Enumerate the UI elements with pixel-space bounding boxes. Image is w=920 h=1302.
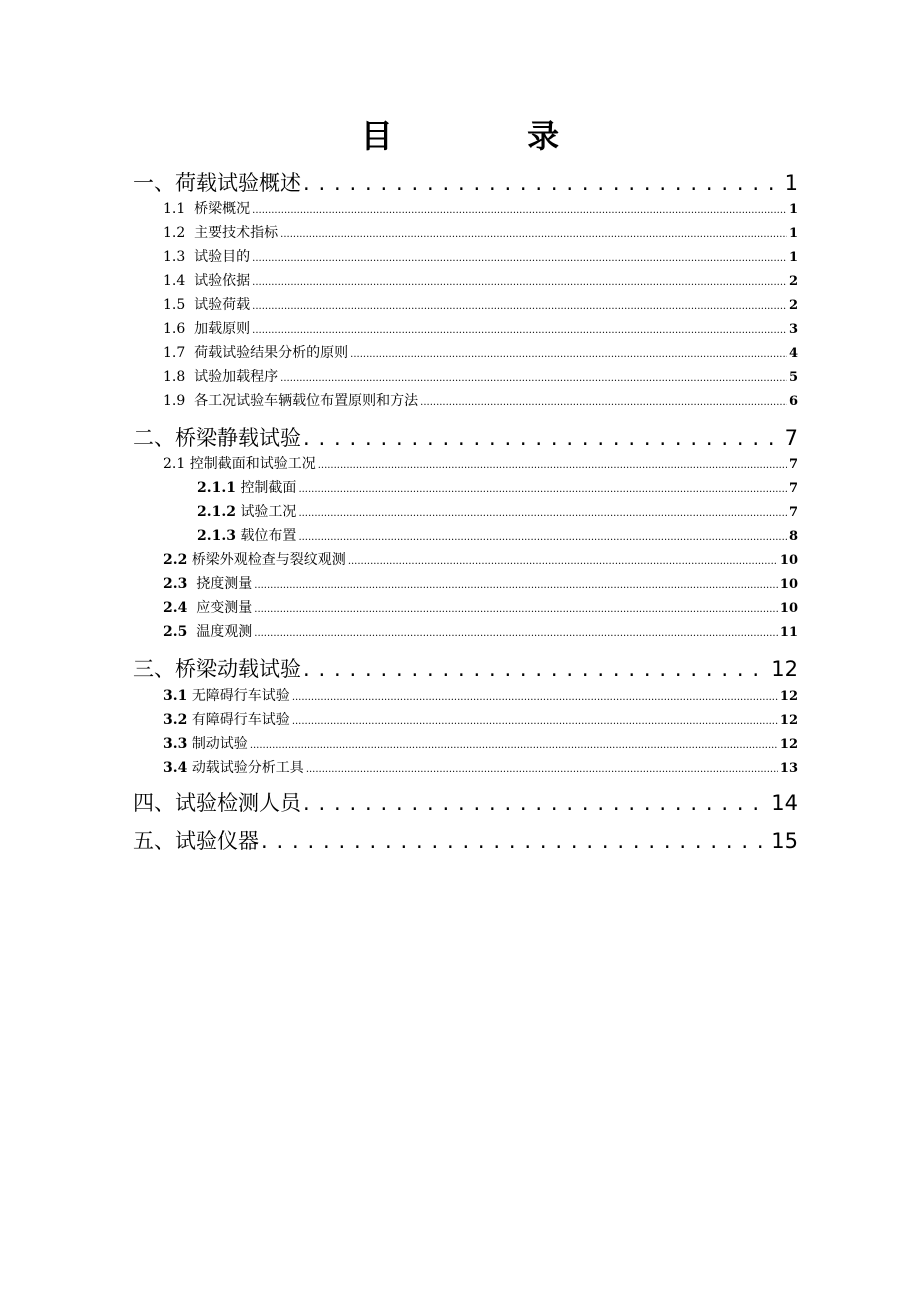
toc-entry-number: 2.1.3	[197, 528, 236, 544]
toc-entry-number: 1.1	[163, 201, 186, 217]
dot-leader	[280, 368, 787, 390]
dot-leader	[261, 826, 769, 856]
dot-leader	[303, 654, 769, 684]
toc-entry-text: 试验工况	[240, 504, 297, 520]
dot-leader	[420, 392, 787, 414]
toc-entry-text: 主要技术指标	[194, 225, 279, 241]
toc-entry-text: 制动试验	[191, 736, 248, 752]
toc-entry-label	[163, 270, 250, 292]
dot-leader	[252, 200, 787, 222]
toc-entry-label	[163, 597, 252, 619]
toc-section-2-5[interactable]	[163, 621, 798, 643]
toc-entry-number: 1.9	[163, 393, 186, 409]
toc-entry-text: 控制截面	[240, 480, 297, 496]
toc-entry-label	[163, 198, 250, 220]
toc-section-3-3[interactable]	[163, 733, 798, 755]
dot-leader	[252, 272, 787, 294]
toc-entry-text: 试验荷载	[194, 297, 251, 313]
toc-page-number: 1	[784, 171, 798, 195]
toc-entry-label: 五、试验仪器	[133, 829, 259, 853]
dot-leader	[303, 423, 783, 453]
toc-chapter-2[interactable]	[133, 423, 798, 453]
dot-leader	[250, 735, 778, 757]
toc-entry-label	[163, 222, 278, 244]
toc-entry-label: 四、试验检测人员	[133, 791, 301, 815]
toc-page-number: 4	[788, 346, 798, 361]
toc-page-number: 12	[779, 713, 798, 728]
toc-entry-label	[163, 342, 348, 364]
dot-leader	[298, 479, 787, 501]
dot-leader	[254, 575, 778, 597]
toc-chapter-5[interactable]	[133, 826, 798, 856]
toc-entry-label	[163, 757, 304, 779]
toc-title: 目 录	[360, 117, 611, 155]
toc-page-number: 1	[788, 250, 798, 265]
toc-entry-text: 试验依据	[194, 273, 251, 289]
toc-entry-label	[163, 366, 278, 388]
toc-section-2-2[interactable]	[163, 549, 798, 571]
toc-section-1-2[interactable]	[163, 222, 798, 244]
toc-chapter-1[interactable]	[133, 168, 798, 198]
toc-entry-text: 桥梁外观检查与裂纹观测	[191, 552, 346, 568]
toc-entry-label: 一、荷载试验概述	[133, 171, 301, 195]
toc-entry-number: 1.2	[163, 225, 186, 241]
dot-leader	[252, 248, 787, 270]
dot-leader	[292, 687, 778, 709]
toc-section-1-6[interactable]	[163, 318, 798, 340]
toc-entry-number: 3.4	[163, 760, 188, 776]
toc-entry-text: 试验加载程序	[194, 369, 279, 385]
toc-page-number: 10	[779, 601, 798, 616]
toc-subsection-2-1-2[interactable]	[197, 501, 798, 523]
toc-page-number: 6	[788, 394, 798, 409]
toc-section-1-8[interactable]	[163, 366, 798, 388]
dot-leader	[280, 224, 787, 246]
dot-leader	[254, 623, 778, 645]
toc-page-number: 12	[771, 657, 798, 681]
toc-entry-text: 加载原则	[194, 321, 251, 337]
toc-entry-text: 应变测量	[196, 600, 253, 616]
toc-entry-text: 控制截面和试验工况	[189, 456, 316, 472]
toc-entry-text: 试验目的	[194, 249, 251, 265]
toc-entry-number: 2.1	[163, 456, 186, 472]
toc-page-number: 2	[788, 298, 798, 313]
toc-page-number: 10	[779, 553, 798, 568]
toc-page-number: 2	[788, 274, 798, 289]
toc-entry-label	[163, 294, 250, 316]
toc-entry-text: 各工况试验车辆载位布置原则和方法	[194, 393, 419, 409]
toc-page-number: 7	[788, 457, 798, 472]
toc-entry-text: 有障碍行车试验	[191, 712, 290, 728]
toc-entry-text: 桥梁概况	[194, 201, 251, 217]
dot-leader	[318, 455, 787, 477]
toc-page-number: 5	[788, 370, 798, 385]
toc-section-3-4[interactable]	[163, 757, 798, 779]
toc-entry-label	[163, 733, 248, 755]
toc-entry-label	[163, 318, 250, 340]
toc-page-number: 3	[788, 322, 798, 337]
toc-entry-label	[163, 246, 250, 268]
toc-page-number: 13	[779, 761, 798, 776]
dot-leader	[303, 788, 769, 818]
toc-section-1-9[interactable]	[163, 390, 798, 412]
toc-section-1-5[interactable]	[163, 294, 798, 316]
toc-chapter-4[interactable]	[133, 788, 798, 818]
toc-entry-label: 三、桥梁动载试验	[133, 657, 301, 681]
toc-entry-text: 挠度测量	[196, 576, 253, 592]
toc-section-1-3[interactable]	[163, 246, 798, 268]
toc-entry-label	[163, 573, 252, 595]
dot-leader	[298, 503, 787, 525]
toc-page-number: 7	[788, 481, 798, 496]
toc-section-2-3[interactable]	[163, 573, 798, 595]
toc-entry-label	[197, 525, 296, 547]
toc-entry-label	[163, 453, 316, 475]
toc-page-number: 15	[771, 829, 798, 853]
toc-entry-number: 2.1.1	[197, 480, 236, 496]
toc-section-3-1[interactable]	[163, 685, 798, 707]
toc-entry-text: 温度观测	[196, 624, 253, 640]
toc-entry-number: 3.1	[163, 688, 188, 704]
toc-page-number: 10	[779, 577, 798, 592]
toc-entry-number: 1.4	[163, 273, 186, 289]
toc-page-number: 12	[779, 689, 798, 704]
toc-entry-number: 3.2	[163, 712, 188, 728]
toc-entry-number: 1.7	[163, 345, 186, 361]
toc-entry-number: 2.5	[163, 624, 188, 640]
dot-leader	[292, 711, 778, 733]
toc-chapter-3[interactable]	[133, 654, 798, 684]
toc-page-number: 8	[788, 529, 798, 544]
toc-entry-label	[163, 549, 346, 571]
toc-page-number: 7	[788, 505, 798, 520]
toc-entry-label	[163, 621, 252, 643]
toc-section-3-2[interactable]	[163, 709, 798, 731]
toc-section-1-4[interactable]	[163, 270, 798, 292]
dot-leader	[254, 599, 778, 621]
toc-subsection-2-1-3[interactable]	[197, 525, 798, 547]
toc-entry-number: 1.3	[163, 249, 186, 265]
toc-entry-number: 2.1.2	[197, 504, 236, 520]
dot-leader	[298, 527, 787, 549]
toc-entry-text: 无障碍行车试验	[191, 688, 290, 704]
toc-entry-number: 1.6	[163, 321, 186, 337]
toc-page-number: 14	[771, 791, 798, 815]
toc-entry-text: 荷载试验结果分析的原则	[194, 345, 349, 361]
toc-section-1-1[interactable]	[163, 198, 798, 220]
toc-entry-number: 1.5	[163, 297, 186, 313]
toc-entry-number: 3.3	[163, 736, 188, 752]
dot-leader	[303, 168, 783, 198]
dot-leader	[348, 551, 778, 573]
toc-entry-label	[163, 390, 418, 412]
dot-leader	[306, 759, 778, 781]
toc-page-number: 1	[788, 226, 798, 241]
toc-entry-number: 2.2	[163, 552, 188, 568]
toc-entry-label	[197, 501, 296, 523]
toc-entry-label: 二、桥梁静载试验	[133, 426, 301, 450]
toc-entry-number: 2.3	[163, 576, 188, 592]
toc-page-number: 7	[784, 426, 798, 450]
toc-page-number: 1	[788, 202, 798, 217]
toc-entry-label	[163, 709, 290, 731]
toc-entry-number: 1.8	[163, 369, 186, 385]
dot-leader	[252, 320, 787, 342]
toc-subsection-2-1-1[interactable]	[197, 477, 798, 499]
toc-section-2-1[interactable]	[163, 453, 798, 475]
toc-entry-text: 动载试验分析工具	[191, 760, 304, 776]
toc-entry-label	[163, 685, 290, 707]
toc-section-2-4[interactable]	[163, 597, 798, 619]
toc-entry-label	[197, 477, 296, 499]
toc-section-1-7[interactable]	[163, 342, 798, 364]
toc-entry-text: 载位布置	[240, 528, 297, 544]
toc-page-number: 12	[779, 737, 798, 752]
dot-leader	[252, 296, 787, 318]
toc-entry-number: 2.4	[163, 600, 188, 616]
toc-page-number: 11	[779, 625, 798, 640]
dot-leader	[350, 344, 787, 366]
